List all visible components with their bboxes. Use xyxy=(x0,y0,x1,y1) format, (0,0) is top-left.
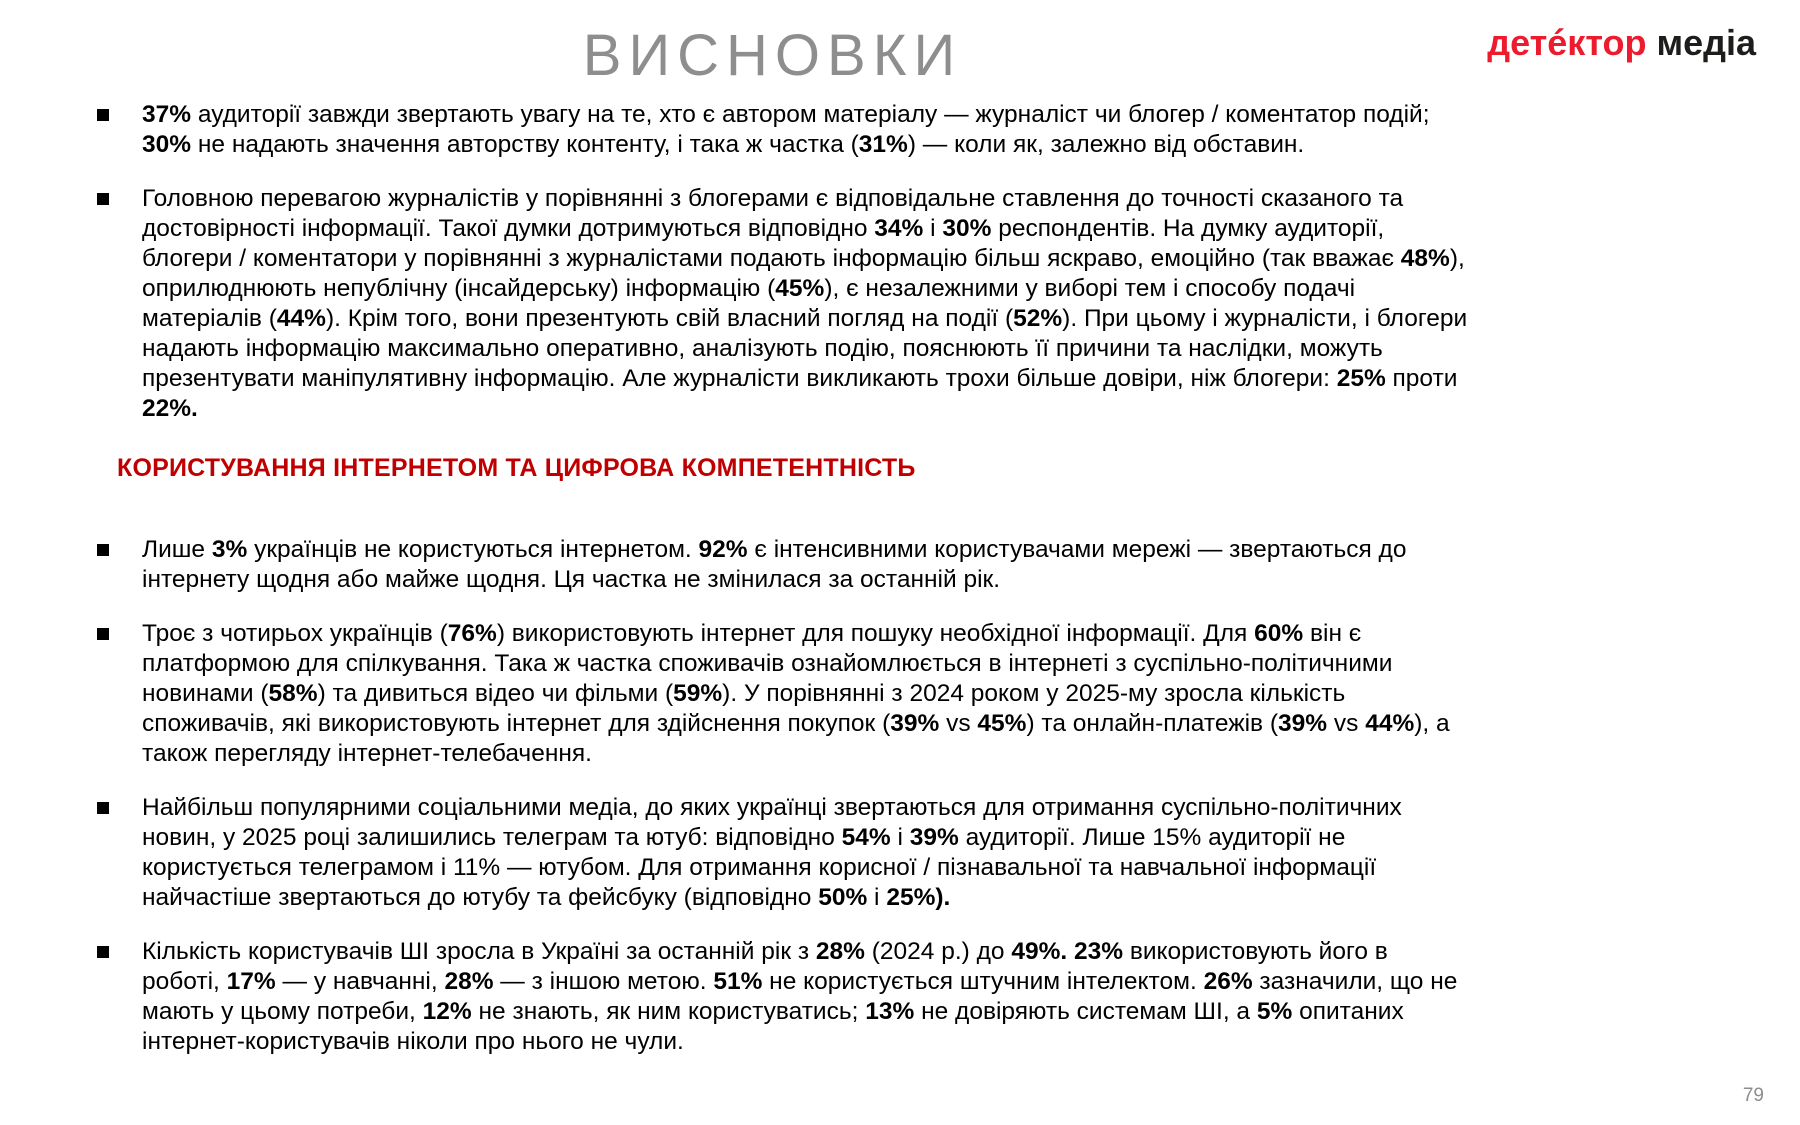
bullet-square-icon xyxy=(97,544,109,556)
bullet-text: Головною перевагою журналістів у порівнянні з блогерами є відповідальне ставлення до точності сказаного та достовірності інформації. Такої думки дотримуються відповідно 34% і 30% респондентів. На думку аудиторії, блогери / коментатори у порівнянні з журналістами подають інформацію більш яскраво, емоційно (так вважає 48%), оприлюднюють непублічну (інсайдерську) інформацію (45%), є незалежними у виборі тем і способу подачі матеріалів (44%). Крім того, вони презентують свій власний погляд на події (52%). При цьому і журналісти, і блогери надають інформацію максимально оперативно, аналізують подію, пояснюють її причини та наслідки, можуть презентувати маніпулятивну інформацію. Але журналісти викликають трохи більше довіри, ніж блогери: 25% проти 22%. xyxy=(142,185,1468,422)
conclusions-bottom-list xyxy=(97,535,1497,1057)
bullet-text: Троє з чотирьох українців (76%) використовують інтернет для пошуку необхідної інформації. Для 60% він є платформою для спілкування. Така ж частка споживачів ознайомлюється в інтернеті з суспільно-політичними новинами (58%) та дивиться відео чи фільми (59%). У порівнянні з 2024 роком у 2025-му зросла кількість споживачів, які використовують інтернет для здійснення покупок (39% vs 45%) та онлайн-платежів (39% vs 44%), а також перегляду інтернет-телебачення. xyxy=(142,620,1450,767)
bullet-item xyxy=(97,535,1497,595)
bullet-text: Кількість користувачів ШІ зросла в Україні за останній рік з 28% (2024 р.) до 49%. 23% використовують його в роботі, 17% — у навчанні, 28% — з іншою метою. 51% не користується штучним інтелектом. 26% зазначили, що не мають у цьому потреби, 12% не знають, як ним користуватись; 13% не довіряють системам ШІ, а 5% опитаних інтернет-користувачів ніколи про нього не чули. xyxy=(142,938,1458,1055)
bullet-square-icon xyxy=(97,628,109,640)
bullet-text: Лише 3% українців не користуються інтернетом. 92% є інтенсивними користувачами мережі — звертаються до інтернету щодня або майже щодня. Ця частка не змінилася за останній рік. xyxy=(142,536,1407,593)
slide-title: ВИСНОВКИ xyxy=(582,23,963,88)
bullet-text: Найбільш популярними соціальними медіа, до яких українці звертаються для отримання суспільно-політичних новин, у 2025 році залишились телеграм та ютуб: відповідно 54% і 39% аудиторії. Лише 15% аудиторії не користується телеграмом і 11% — ютубом. Для отримання корисної / пізнавальної та навчальної інформації найчастіше звертаються до ютубу та фейсбуку (відповідно 50% і 25%). xyxy=(142,794,1402,911)
bullet-item xyxy=(97,100,1497,160)
logo-word-media: медіа xyxy=(1656,22,1756,63)
bullet-square-icon xyxy=(97,109,109,121)
bullet-square-icon xyxy=(97,802,109,814)
bullet-item xyxy=(97,619,1497,769)
logo-word-detector: детéктор xyxy=(1487,22,1647,63)
bullet-square-icon xyxy=(97,946,109,958)
section-heading-internet-usage: КОРИСТУВАННЯ ІНТЕРНЕТОМ ТА ЦИФРОВА КОМПЕТЕНТНІСТЬ xyxy=(117,454,916,482)
detector-media-logo xyxy=(1487,22,1756,64)
slide-content xyxy=(97,100,1497,1081)
bullet-square-icon xyxy=(97,193,109,205)
bullet-text: 37% аудиторії завжди звертають увагу на те, хто є автором матеріалу — журналіст чи блогер / коментатор подій; 30% не надають значення авторству контенту, і така ж частка (31%) — коли як, залежно від обставин. xyxy=(142,101,1430,158)
bullet-item xyxy=(97,184,1497,424)
bullet-item xyxy=(97,937,1497,1057)
conclusions-top-list xyxy=(97,100,1497,424)
page-number: 79 xyxy=(1742,1085,1764,1106)
bullet-item xyxy=(97,793,1497,913)
